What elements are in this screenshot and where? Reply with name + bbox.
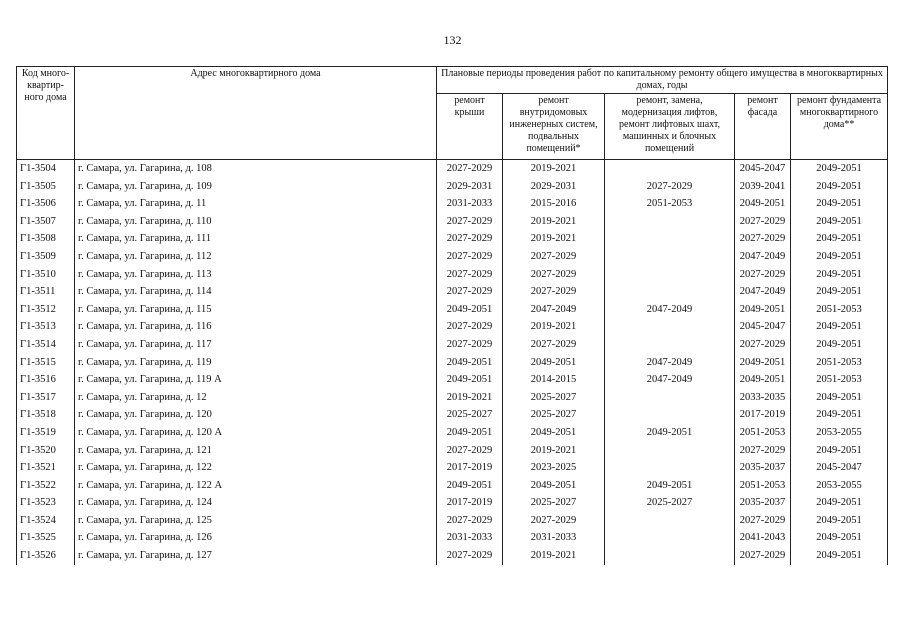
cell-roof: 2049-2051 [437, 424, 503, 442]
cell-code: Г1-3505 [17, 178, 75, 196]
cell-engineering: 2049-2051 [503, 424, 605, 442]
cell-roof: 2049-2051 [437, 301, 503, 319]
cell-address: г. Самара, ул. Гагарина, д. 114 [75, 283, 437, 301]
table-row [17, 160, 888, 178]
cell-elevators: 2049-2051 [605, 424, 735, 442]
cell-roof: 2027-2029 [437, 336, 503, 354]
table-row [17, 477, 888, 495]
cell-code: Г1-3521 [17, 459, 75, 477]
cell-address: г. Самара, ул. Гагарина, д. 122 А [75, 477, 437, 495]
cell-elevators [605, 459, 735, 477]
cell-address: г. Самара, ул. Гагарина, д. 121 [75, 442, 437, 460]
cell-facade: 2049-2051 [735, 195, 791, 213]
cell-code: Г1-3525 [17, 529, 75, 547]
cell-facade: 2033-2035 [735, 389, 791, 407]
cell-elevators [605, 547, 735, 565]
cell-code: Г1-3523 [17, 494, 75, 512]
cell-engineering: 2029-2031 [503, 178, 605, 196]
table-row [17, 547, 888, 565]
cell-address: г. Самара, ул. Гагарина, д. 11 [75, 195, 437, 213]
cell-code: Г1-3512 [17, 301, 75, 319]
cell-roof: 2029-2031 [437, 178, 503, 196]
cell-code: Г1-3508 [17, 230, 75, 248]
cell-elevators [605, 266, 735, 284]
cell-code: Г1-3522 [17, 477, 75, 495]
cell-foundation: 2049-2051 [791, 547, 888, 565]
table-row [17, 442, 888, 460]
header-facade: ремонт фасада [735, 94, 791, 160]
cell-facade: 2027-2029 [735, 512, 791, 530]
cell-code: Г1-3507 [17, 213, 75, 231]
header-address: Адрес многоквартирного дома [75, 67, 437, 160]
cell-foundation: 2051-2053 [791, 371, 888, 389]
cell-code: Г1-3510 [17, 266, 75, 284]
cell-foundation: 2049-2051 [791, 266, 888, 284]
table-row [17, 336, 888, 354]
cell-elevators [605, 406, 735, 424]
cell-foundation: 2051-2053 [791, 354, 888, 372]
cell-elevators [605, 529, 735, 547]
cell-code: Г1-3516 [17, 371, 75, 389]
cell-roof: 2049-2051 [437, 354, 503, 372]
cell-address: г. Самара, ул. Гагарина, д. 119 [75, 354, 437, 372]
cell-code: Г1-3524 [17, 512, 75, 530]
cell-engineering: 2023-2025 [503, 459, 605, 477]
header-roof: ремонт крыши [437, 94, 503, 160]
cell-facade: 2035-2037 [735, 494, 791, 512]
page-number: 132 [443, 33, 462, 47]
cell-address: г. Самара, ул. Гагарина, д. 117 [75, 336, 437, 354]
cell-elevators [605, 160, 735, 178]
table-row [17, 529, 888, 547]
table-row [17, 248, 888, 266]
cell-roof: 2049-2051 [437, 371, 503, 389]
cell-foundation: 2049-2051 [791, 248, 888, 266]
cell-engineering: 2025-2027 [503, 406, 605, 424]
cell-code: Г1-3506 [17, 195, 75, 213]
cell-address: г. Самара, ул. Гагарина, д. 126 [75, 529, 437, 547]
cell-code: Г1-3504 [17, 160, 75, 178]
header-foundation: ремонт фундамента многоквартирного дома** [791, 94, 888, 160]
cell-engineering: 2027-2029 [503, 512, 605, 530]
cell-foundation: 2045-2047 [791, 459, 888, 477]
cell-roof: 2017-2019 [437, 459, 503, 477]
table-row [17, 230, 888, 248]
cell-facade: 2051-2053 [735, 424, 791, 442]
cell-engineering: 2015-2016 [503, 195, 605, 213]
cell-elevators: 2047-2049 [605, 301, 735, 319]
cell-engineering: 2019-2021 [503, 213, 605, 231]
header-code: Код много-квартир-ного дома [17, 67, 75, 160]
cell-address: г. Самара, ул. Гагарина, д. 109 [75, 178, 437, 196]
cell-elevators: 2047-2049 [605, 354, 735, 372]
cell-roof: 2031-2033 [437, 195, 503, 213]
cell-code: Г1-3518 [17, 406, 75, 424]
cell-foundation: 2049-2051 [791, 230, 888, 248]
cell-elevators: 2051-2053 [605, 195, 735, 213]
cell-engineering: 2014-2015 [503, 371, 605, 389]
cell-roof: 2027-2029 [437, 230, 503, 248]
cell-roof: 2027-2029 [437, 283, 503, 301]
cell-facade: 2045-2047 [735, 318, 791, 336]
cell-address: г. Самара, ул. Гагарина, д. 116 [75, 318, 437, 336]
table-row [17, 512, 888, 530]
cell-address: г. Самара, ул. Гагарина, д. 124 [75, 494, 437, 512]
cell-engineering: 2049-2051 [503, 354, 605, 372]
cell-roof: 2025-2027 [437, 406, 503, 424]
cell-foundation: 2049-2051 [791, 195, 888, 213]
header-periods: Плановые периоды проведения работ по капитальному ремонту общего имущества в многоквартирных домах, годы [437, 67, 888, 94]
cell-roof: 2049-2051 [437, 477, 503, 495]
cell-foundation: 2049-2051 [791, 283, 888, 301]
cell-address: г. Самара, ул. Гагарина, д. 119 А [75, 371, 437, 389]
table-row [17, 406, 888, 424]
cell-address: г. Самара, ул. Гагарина, д. 111 [75, 230, 437, 248]
cell-address: г. Самара, ул. Гагарина, д. 127 [75, 547, 437, 565]
cell-engineering: 2019-2021 [503, 442, 605, 460]
cell-facade: 2027-2029 [735, 336, 791, 354]
cell-code: Г1-3515 [17, 354, 75, 372]
cell-address: г. Самара, ул. Гагарина, д. 115 [75, 301, 437, 319]
cell-facade: 2027-2029 [735, 442, 791, 460]
cell-code: Г1-3519 [17, 424, 75, 442]
cell-elevators [605, 442, 735, 460]
table-row [17, 371, 888, 389]
cell-address: г. Самара, ул. Гагарина, д. 125 [75, 512, 437, 530]
cell-roof: 2027-2029 [437, 318, 503, 336]
cell-elevators: 2049-2051 [605, 477, 735, 495]
table-row [17, 301, 888, 319]
cell-roof: 2031-2033 [437, 529, 503, 547]
cell-address: г. Самара, ул. Гагарина, д. 120 [75, 406, 437, 424]
cell-engineering: 2025-2027 [503, 389, 605, 407]
cell-code: Г1-3513 [17, 318, 75, 336]
cell-roof: 2019-2021 [437, 389, 503, 407]
table-row [17, 389, 888, 407]
cell-facade: 2041-2043 [735, 529, 791, 547]
cell-elevators: 2025-2027 [605, 494, 735, 512]
cell-elevators [605, 336, 735, 354]
cell-foundation: 2049-2051 [791, 318, 888, 336]
cell-foundation: 2049-2051 [791, 336, 888, 354]
cell-engineering: 2049-2051 [503, 477, 605, 495]
cell-engineering: 2019-2021 [503, 230, 605, 248]
cell-roof: 2027-2029 [437, 266, 503, 284]
header-engineering: ремонт внутридомовых инженерных систем, подвальных помещений* [503, 94, 605, 160]
table-row [17, 354, 888, 372]
cell-facade: 2051-2053 [735, 477, 791, 495]
cell-foundation: 2049-2051 [791, 389, 888, 407]
cell-address: г. Самара, ул. Гагарина, д. 108 [75, 160, 437, 178]
table-row [17, 266, 888, 284]
cell-address: г. Самара, ул. Гагарина, д. 112 [75, 248, 437, 266]
cell-engineering: 2027-2029 [503, 336, 605, 354]
cell-elevators [605, 230, 735, 248]
cell-elevators [605, 213, 735, 231]
cell-foundation: 2049-2051 [791, 406, 888, 424]
cell-elevators [605, 389, 735, 407]
table-row [17, 195, 888, 213]
cell-foundation: 2049-2051 [791, 160, 888, 178]
table-row [17, 178, 888, 196]
cell-foundation: 2049-2051 [791, 442, 888, 460]
cell-roof: 2027-2029 [437, 512, 503, 530]
cell-code: Г1-3514 [17, 336, 75, 354]
cell-roof: 2027-2029 [437, 442, 503, 460]
cell-engineering: 2047-2049 [503, 301, 605, 319]
cell-roof: 2027-2029 [437, 248, 503, 266]
cell-facade: 2017-2019 [735, 406, 791, 424]
cell-code: Г1-3517 [17, 389, 75, 407]
cell-facade: 2047-2049 [735, 283, 791, 301]
cell-elevators: 2027-2029 [605, 178, 735, 196]
cell-foundation: 2053-2055 [791, 477, 888, 495]
cell-foundation: 2051-2053 [791, 301, 888, 319]
cell-engineering: 2019-2021 [503, 547, 605, 565]
cell-engineering: 2019-2021 [503, 318, 605, 336]
cell-facade: 2027-2029 [735, 266, 791, 284]
cell-address: г. Самара, ул. Гагарина, д. 122 [75, 459, 437, 477]
cell-facade: 2049-2051 [735, 371, 791, 389]
cell-elevators [605, 248, 735, 266]
cell-foundation: 2049-2051 [791, 178, 888, 196]
cell-engineering: 2027-2029 [503, 283, 605, 301]
cell-engineering: 2019-2021 [503, 160, 605, 178]
cell-elevators: 2047-2049 [605, 371, 735, 389]
cell-foundation: 2049-2051 [791, 512, 888, 530]
cell-foundation: 2049-2051 [791, 529, 888, 547]
table-row [17, 213, 888, 231]
cell-code: Г1-3511 [17, 283, 75, 301]
cell-engineering: 2027-2029 [503, 266, 605, 284]
cell-roof: 2017-2019 [437, 494, 503, 512]
cell-foundation: 2053-2055 [791, 424, 888, 442]
cell-facade: 2027-2029 [735, 213, 791, 231]
cell-code: Г1-3526 [17, 547, 75, 565]
table-body [17, 160, 888, 566]
cell-elevators [605, 318, 735, 336]
cell-code: Г1-3520 [17, 442, 75, 460]
cell-facade: 2049-2051 [735, 354, 791, 372]
cell-address: г. Самара, ул. Гагарина, д. 120 А [75, 424, 437, 442]
header-elevators: ремонт, замена, модернизация лифтов, ремонт лифтовых шахт, машинных и блочных помещений [605, 94, 735, 160]
cell-address: г. Самара, ул. Гагарина, д. 12 [75, 389, 437, 407]
cell-facade: 2047-2049 [735, 248, 791, 266]
cell-engineering: 2025-2027 [503, 494, 605, 512]
cell-roof: 2027-2029 [437, 213, 503, 231]
cell-roof: 2027-2029 [437, 547, 503, 565]
cell-engineering: 2031-2033 [503, 529, 605, 547]
cell-facade: 2049-2051 [735, 301, 791, 319]
cell-roof: 2027-2029 [437, 160, 503, 178]
cell-address: г. Самара, ул. Гагарина, д. 110 [75, 213, 437, 231]
cell-facade: 2035-2037 [735, 459, 791, 477]
table-row [17, 494, 888, 512]
table-row [17, 424, 888, 442]
cell-facade: 2027-2029 [735, 547, 791, 565]
cell-foundation: 2049-2051 [791, 494, 888, 512]
cell-engineering: 2027-2029 [503, 248, 605, 266]
cell-elevators [605, 512, 735, 530]
cell-address: г. Самара, ул. Гагарина, д. 113 [75, 266, 437, 284]
table-row [17, 459, 888, 477]
table-row [17, 283, 888, 301]
cell-facade: 2027-2029 [735, 230, 791, 248]
cell-elevators [605, 283, 735, 301]
table-row [17, 318, 888, 336]
cell-facade: 2039-2041 [735, 178, 791, 196]
cell-facade: 2045-2047 [735, 160, 791, 178]
cell-code: Г1-3509 [17, 248, 75, 266]
cell-foundation: 2049-2051 [791, 213, 888, 231]
repair-schedule-table [16, 66, 888, 566]
